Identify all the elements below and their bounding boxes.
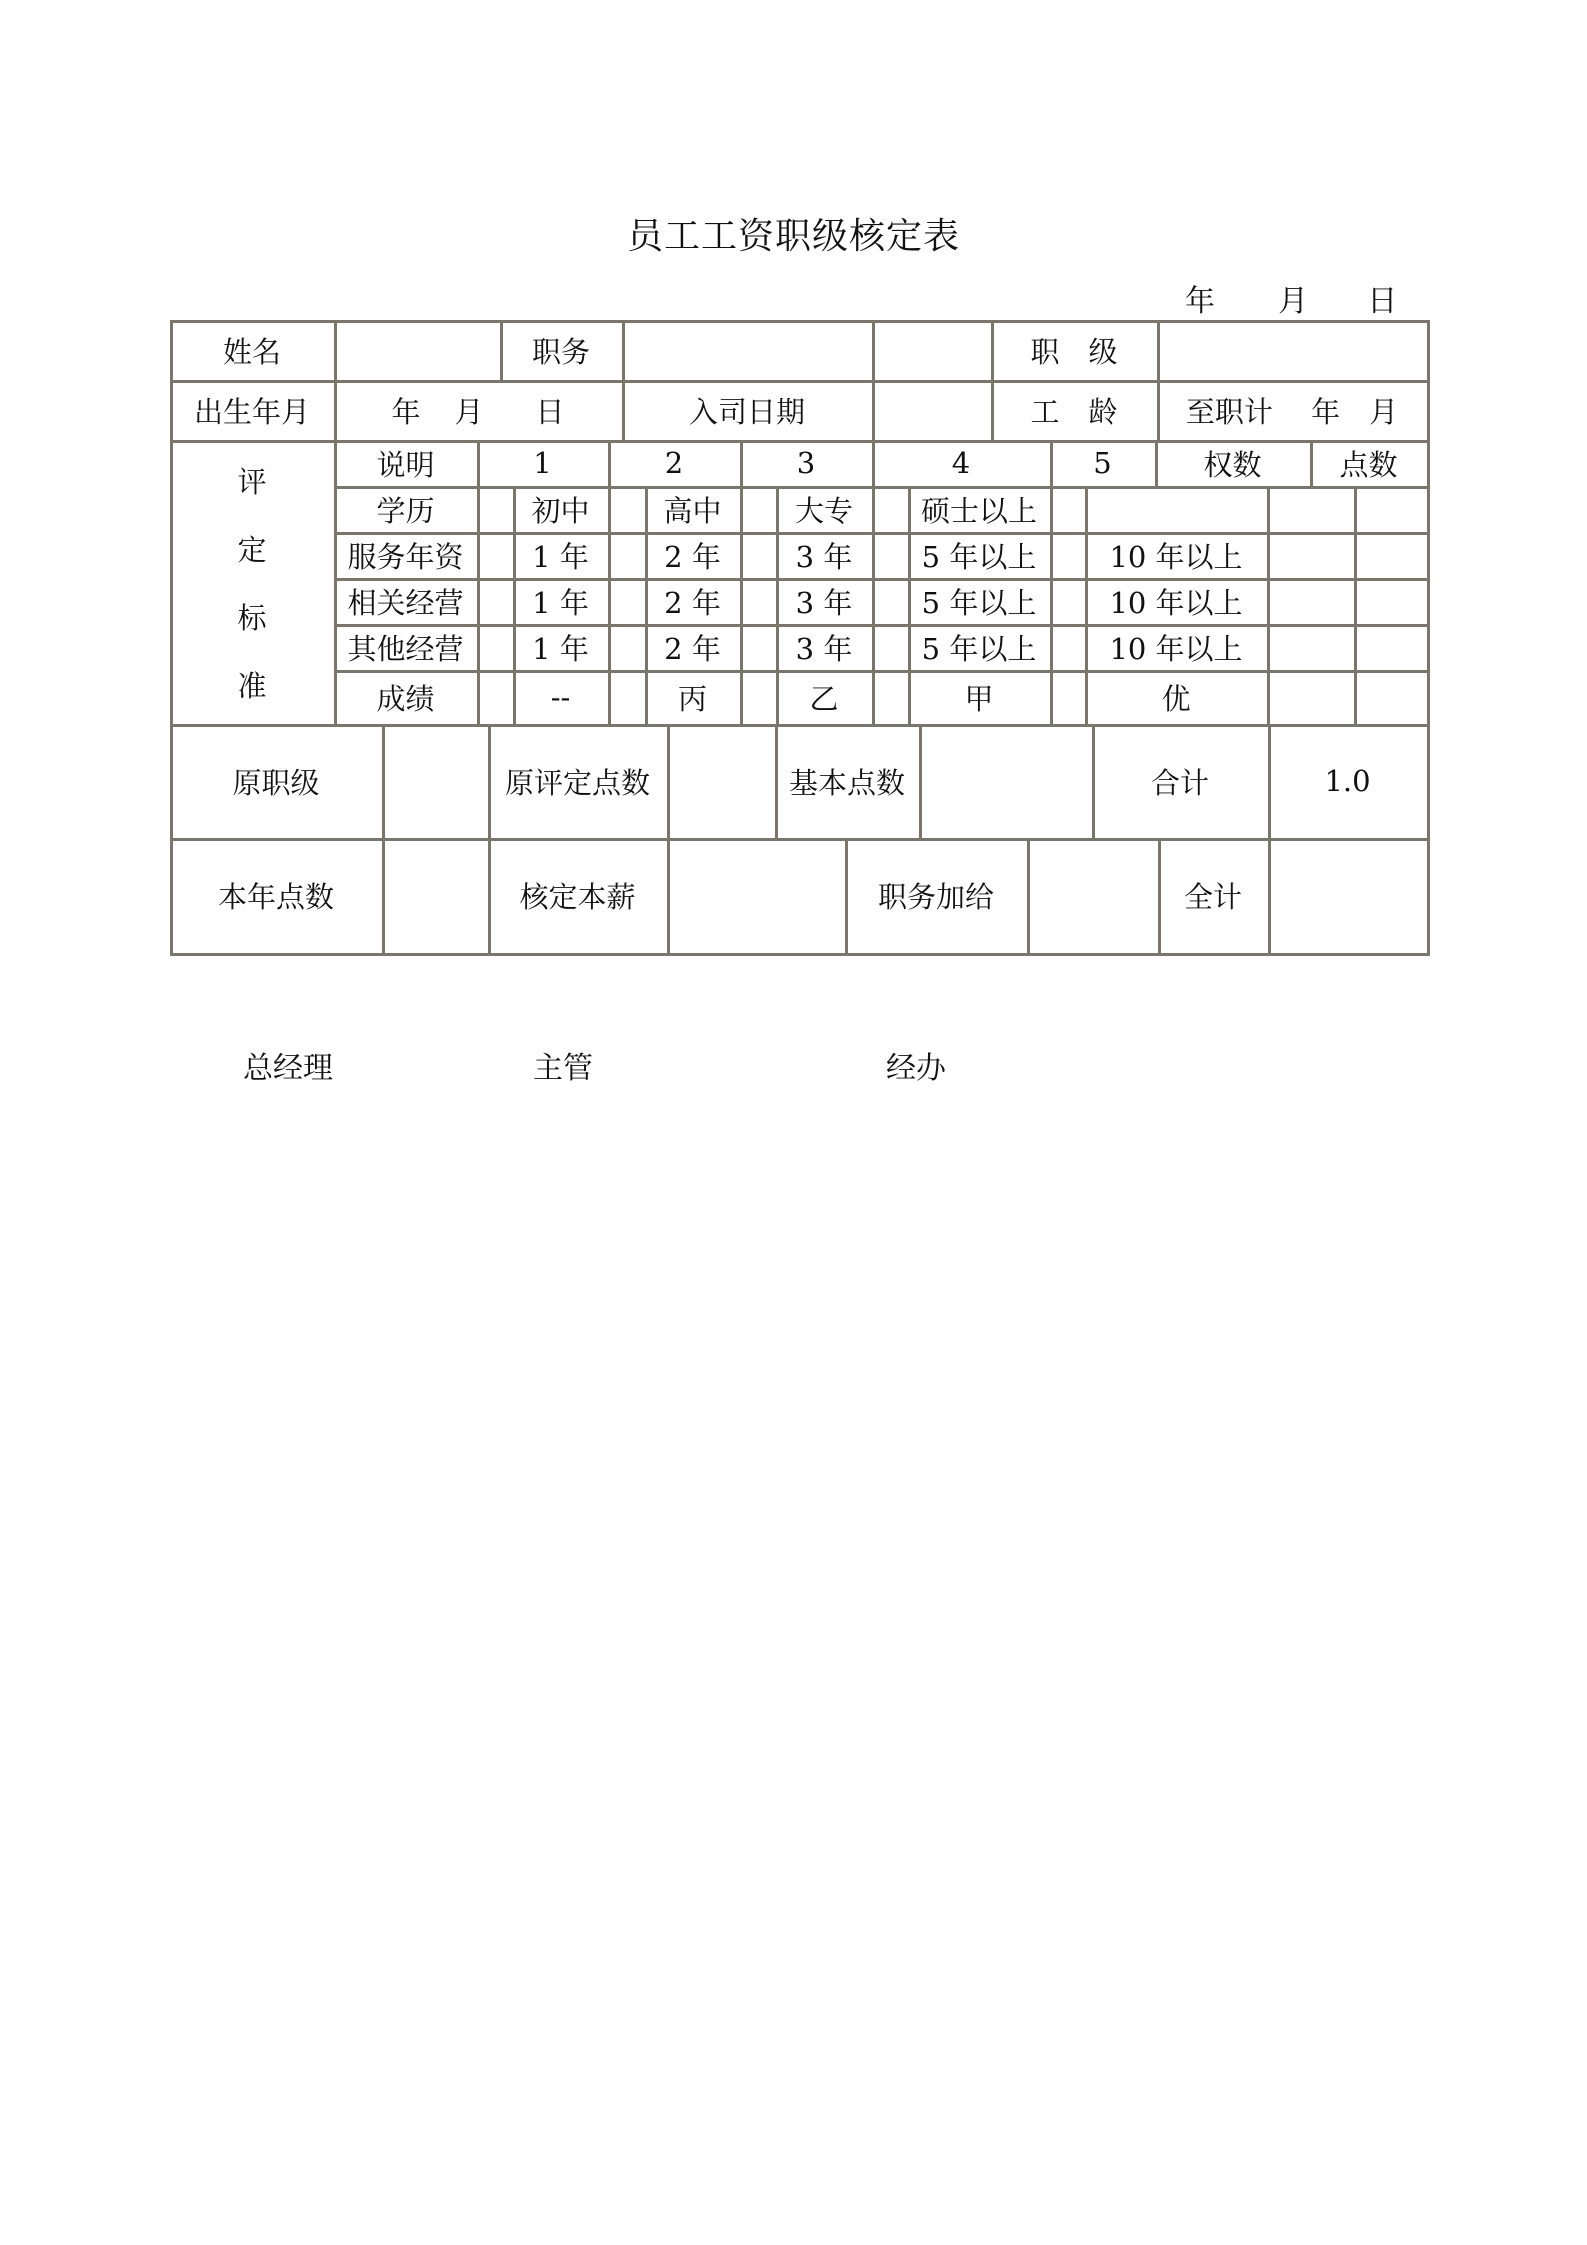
birth-month: 月	[454, 394, 484, 429]
criteria-value: 2 年	[664, 585, 721, 620]
birth-field[interactable]	[334, 380, 622, 440]
signature-general-manager: 总经理	[243, 1051, 333, 1086]
blank-field[interactable]	[872, 320, 991, 380]
name-field[interactable]	[334, 320, 500, 380]
criteria-row-label: 服务年资	[347, 539, 464, 574]
level-header-3: 3	[796, 446, 816, 480]
grand-total-field[interactable]	[1268, 838, 1427, 953]
position-field[interactable]	[622, 320, 872, 380]
seniority-field[interactable]: 至职计 年 月	[1185, 394, 1399, 429]
grid-line	[1427, 320, 1430, 956]
criteria-value: 大专	[794, 493, 853, 528]
criteria-value: 丙	[677, 681, 707, 716]
criteria-value: 1 年	[532, 539, 589, 574]
orig-grade-label: 原职级	[232, 765, 320, 800]
signature-supervisor: 主管	[533, 1051, 593, 1086]
join-date-field[interactable]	[872, 380, 991, 440]
grid-line	[1267, 486, 1270, 724]
criteria-value: 乙	[809, 681, 839, 716]
criteria-row-label: 成绩	[376, 681, 435, 716]
criteria-value: 优	[1161, 681, 1191, 716]
base-points-field[interactable]	[919, 724, 1092, 838]
orig-grade-field[interactable]	[382, 724, 488, 838]
criteria-value: 1 年	[532, 585, 589, 620]
criteria-value: 1 年	[532, 631, 589, 666]
grand-total-label: 全计	[1183, 880, 1242, 914]
criteria-value: 高中	[663, 493, 722, 528]
grid-line	[1354, 486, 1357, 724]
base-salary-label: 核定本薪	[519, 880, 636, 914]
grade-label: 职 级	[1030, 334, 1118, 369]
position-allowance-field[interactable]	[1027, 838, 1158, 953]
total-field[interactable]: 1.0	[1324, 764, 1371, 798]
document-title: 员工工资职级核定表	[626, 216, 960, 257]
criteria-value: 5 年以上	[921, 631, 1037, 666]
criteria-desc-header: 说明	[376, 447, 435, 482]
level-header-2: 2	[664, 446, 684, 480]
criteria-value: 10 年以上	[1109, 539, 1243, 574]
birth-label: 出生年月	[193, 394, 310, 429]
grid-line	[170, 953, 1430, 956]
level-header-4: 4	[951, 446, 971, 480]
date-year: 年	[1185, 284, 1215, 319]
criteria-value: 初中	[531, 493, 590, 528]
criteria-value: --	[550, 680, 571, 714]
points-header: 点数	[1339, 447, 1398, 482]
criteria-value: 3 年	[795, 539, 853, 574]
join-date-label: 入司日期	[688, 394, 805, 429]
birth-year: 年	[391, 394, 421, 429]
criteria-value: 3 年	[795, 585, 853, 620]
orig-points-label: 原评定点数	[504, 765, 650, 800]
birth-day: 日	[535, 394, 565, 429]
criteria-row-label: 学历	[376, 493, 435, 528]
criteria-value: 硕士以上	[920, 493, 1037, 528]
criteria-row-label: 其他经营	[347, 631, 464, 666]
base-points-label: 基本点数	[788, 765, 905, 800]
position-label: 职务	[531, 334, 590, 369]
orig-points-field[interactable]	[667, 724, 775, 838]
year-points-label: 本年点数	[217, 880, 334, 914]
position-allowance-label: 职务加给	[877, 880, 994, 914]
criteria-value: 3 年	[795, 631, 853, 666]
total-label: 合计	[1150, 765, 1209, 800]
grade-field[interactable]	[1157, 320, 1427, 380]
seniority-label: 工 龄	[1030, 394, 1118, 429]
level-header-1: 1	[533, 446, 552, 480]
date-month: 月	[1278, 284, 1309, 319]
weight-header: 权数	[1203, 447, 1262, 482]
base-salary-field[interactable]	[667, 838, 845, 953]
signature-handler: 经办	[886, 1051, 946, 1086]
criteria-value: 2 年	[664, 539, 721, 574]
date-day: 日	[1367, 284, 1398, 319]
level-header-5: 5	[1093, 446, 1112, 480]
criteria-value: 10 年以上	[1109, 585, 1243, 620]
year-points-field[interactable]	[382, 838, 488, 953]
criteria-value: 5 年以上	[921, 539, 1037, 574]
criteria-row-label: 相关经营	[347, 585, 464, 620]
criteria-side-label: 评 定 标 准	[237, 464, 267, 703]
criteria-value: 10 年以上	[1109, 631, 1243, 666]
criteria-value: 5 年以上	[921, 585, 1037, 620]
name-label: 姓名	[222, 334, 281, 369]
criteria-value: 甲	[964, 681, 994, 716]
criteria-value	[1085, 486, 1267, 532]
criteria-value: 2 年	[664, 631, 721, 666]
